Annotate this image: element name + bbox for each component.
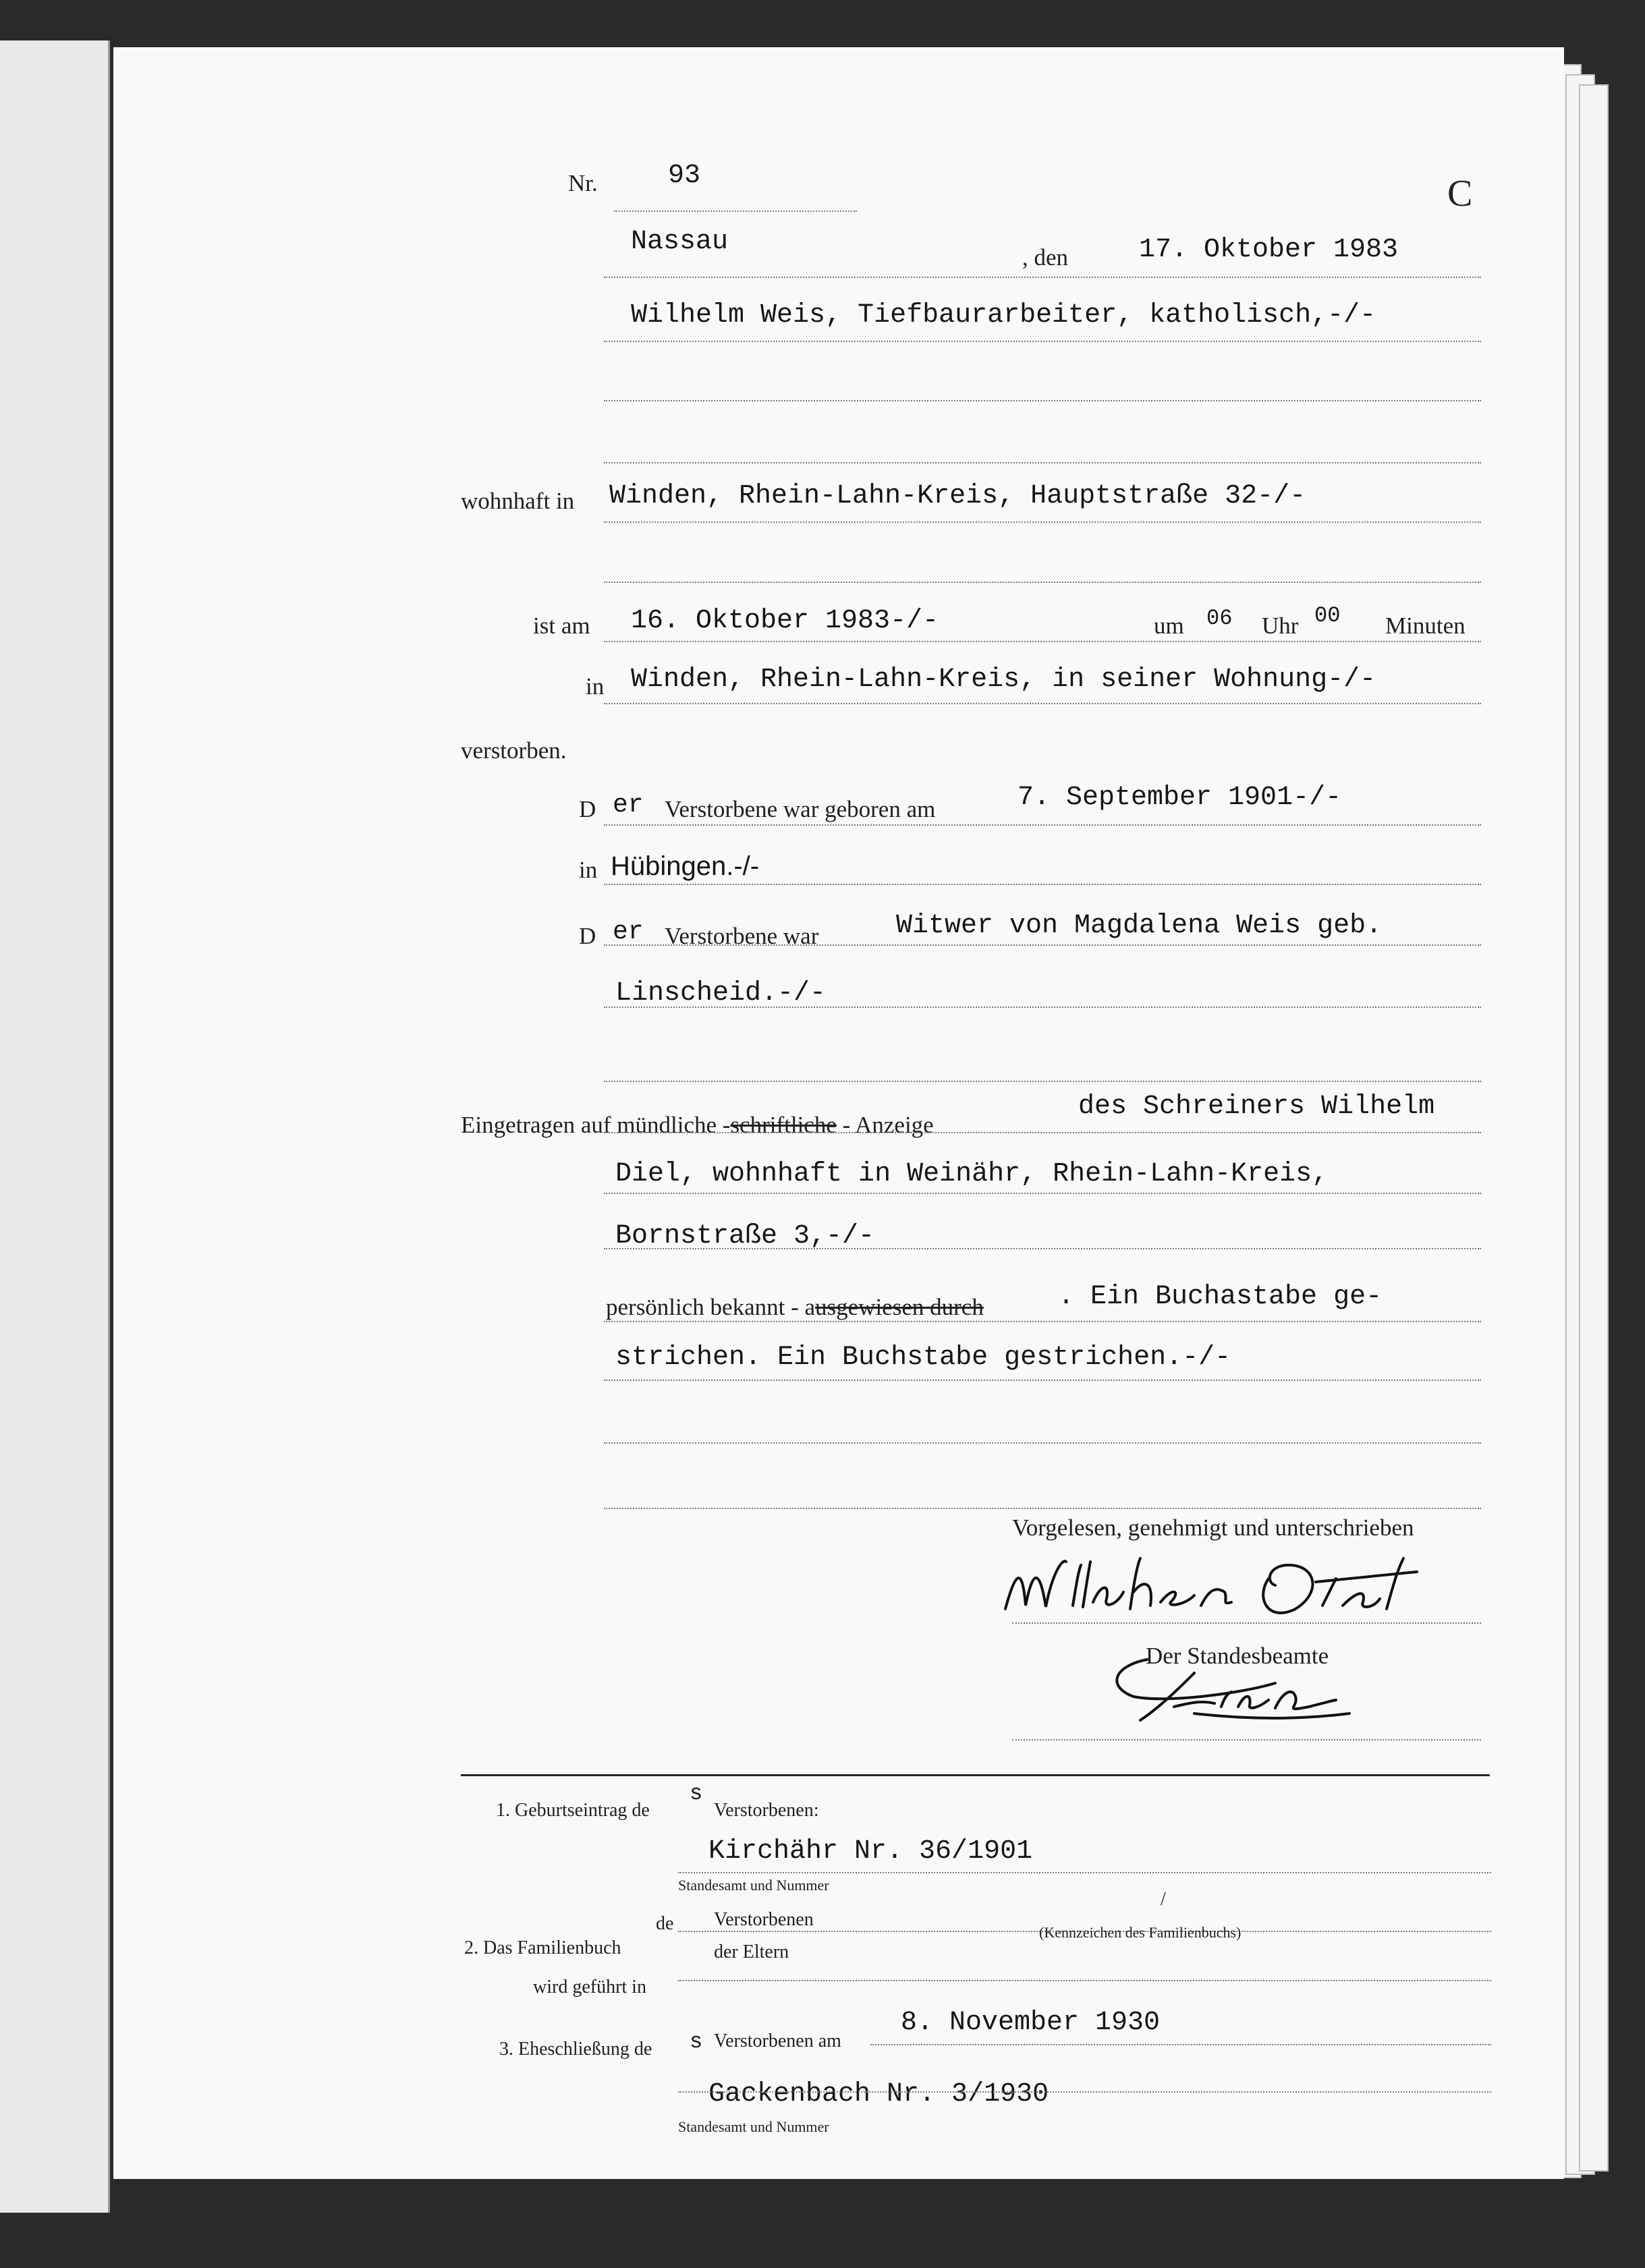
marital-label: Verstorbene war <box>665 923 819 949</box>
residence-label: wohnhaft in <box>461 488 575 514</box>
registration-line3: Bornstraße 3,-/- <box>615 1221 875 1251</box>
item2-caption: (Kennzeichen des Familienbuchs) <box>1039 1924 1242 1941</box>
minuten-label: Minuten <box>1385 613 1466 639</box>
death-place-label: in <box>586 673 605 700</box>
item1-label-end: Verstorbenen: <box>714 1800 819 1821</box>
line <box>604 703 1481 704</box>
item3-caption: Standesamt und Nummer <box>678 2118 829 2135</box>
registration-label-struck: schriftliche <box>730 1112 837 1138</box>
line <box>604 1380 1481 1381</box>
item2-de: de <box>656 1913 674 1934</box>
item3-s: s <box>690 2029 703 2054</box>
item1-caption: Standesamt und Nummer <box>678 1877 829 1894</box>
item1-s: s <box>690 1781 703 1806</box>
line <box>604 400 1481 401</box>
death-place: Winden, Rhein-Lahn-Kreis, in seiner Wohnung-/- <box>631 664 1376 695</box>
registrar-signature <box>1107 1646 1390 1740</box>
um-label: um <box>1154 613 1184 639</box>
line <box>604 1193 1481 1194</box>
d-suffix: er <box>613 791 644 820</box>
item2-label2: wird geführt in <box>533 1977 646 1997</box>
line <box>604 521 1481 523</box>
registration-label-end: - Anzeige <box>842 1112 934 1138</box>
item3-label-end: Verstorbenen am <box>714 2031 841 2051</box>
line <box>604 884 1481 885</box>
line <box>604 1442 1481 1444</box>
witness-signature <box>999 1545 1444 1633</box>
marital-line1: Witwer von Magdalena Weis geb. <box>896 911 1383 941</box>
line <box>604 462 1481 463</box>
known-label <box>606 1294 984 1321</box>
registration-line4: . Ein Buchastabe ge- <box>1058 1282 1383 1312</box>
known-label-start: persönlich bekannt - a <box>606 1294 816 1320</box>
known-label-struck: usgewiesen durch <box>815 1294 984 1320</box>
item1-value: Kirchähr Nr. 36/1901 <box>708 1836 1033 1867</box>
uhr-label: Uhr <box>1262 613 1299 639</box>
left-page <box>0 40 110 2213</box>
line <box>1012 1739 1481 1740</box>
item2-verstorbenen: Verstorbenen <box>714 1909 814 1930</box>
registration-line1: des Schreiners Wilhelm <box>1078 1092 1435 1122</box>
line <box>1012 1622 1481 1624</box>
line <box>604 1248 1481 1249</box>
den-label: , den <box>1022 244 1069 271</box>
line <box>604 1081 1481 1082</box>
verstorben-label: verstorben. <box>461 737 567 764</box>
residence: Winden, Rhein-Lahn-Kreis, Hauptstraße 32-/- <box>609 481 1306 511</box>
person-line: Wilhelm Weis, Tiefbaurarbeiter, katholisch,-/- <box>631 300 1376 331</box>
line <box>604 1007 1481 1008</box>
date: 17. Oktober 1983 <box>1139 235 1399 265</box>
line <box>678 2091 1491 2093</box>
death-date-label: ist am <box>533 613 590 639</box>
item3-value: Gackenbach Nr. 3/1930 <box>708 2079 1049 2109</box>
death-date: 16. Oktober 1983-/- <box>631 606 939 636</box>
item2-slash: / <box>1161 1889 1166 1910</box>
line <box>604 582 1481 583</box>
item2-label: 2. Das Familienbuch <box>464 1937 621 1958</box>
line <box>604 1132 1481 1133</box>
born-in-label: in <box>579 857 598 883</box>
line <box>604 944 1481 946</box>
item1-label: 1. Geburtseintrag de <box>496 1800 650 1821</box>
death-minutes: 00 <box>1314 603 1341 628</box>
item3-date: 8. November 1930 <box>901 2008 1161 2038</box>
read-approved-label: Vorgelesen, genehmigt und unterschrieben <box>1012 1514 1414 1541</box>
item3-label: 3. Eheschließung de <box>499 2039 652 2060</box>
registration-line5: strichen. Ein Buchstabe gestrichen.-/- <box>615 1342 1231 1373</box>
registration-line2: Diel, wohnhaft in Weinähr, Rhein-Lahn-Kreis, <box>615 1159 1329 1189</box>
line <box>870 2044 1491 2045</box>
marital-line2: Linscheid.-/- <box>615 978 827 1009</box>
born-label: Verstorbene war geboren am <box>665 796 936 822</box>
line <box>604 341 1481 342</box>
registration-label-start: Eingetragen auf mündliche - <box>461 1112 731 1138</box>
d-suffix: er <box>613 917 644 946</box>
nr-value: 93 <box>668 161 701 191</box>
line <box>678 1872 1491 1873</box>
born-date: 7. September 1901-/- <box>1017 783 1342 813</box>
place: Nassau <box>631 227 729 257</box>
register-letter: C <box>1447 173 1473 215</box>
born-place: Hübingen.-/- <box>611 851 760 881</box>
item2-eltern: der Eltern <box>714 1941 789 1962</box>
line <box>604 277 1481 278</box>
registration-label <box>461 1112 934 1139</box>
line <box>604 1321 1481 1322</box>
nr-label: Nr. <box>568 170 598 196</box>
registrar-label: Der Standesbeamte <box>1146 1643 1329 1669</box>
section-separator <box>461 1774 1490 1776</box>
death-hour: 06 <box>1206 606 1233 631</box>
line <box>604 641 1481 642</box>
nr-line <box>614 210 857 212</box>
line <box>604 824 1481 826</box>
line <box>604 1508 1481 1509</box>
d-prefix: D <box>579 796 596 822</box>
line <box>678 1980 1491 1981</box>
d-prefix: D <box>579 923 596 949</box>
page-stack <box>1579 84 1609 2172</box>
